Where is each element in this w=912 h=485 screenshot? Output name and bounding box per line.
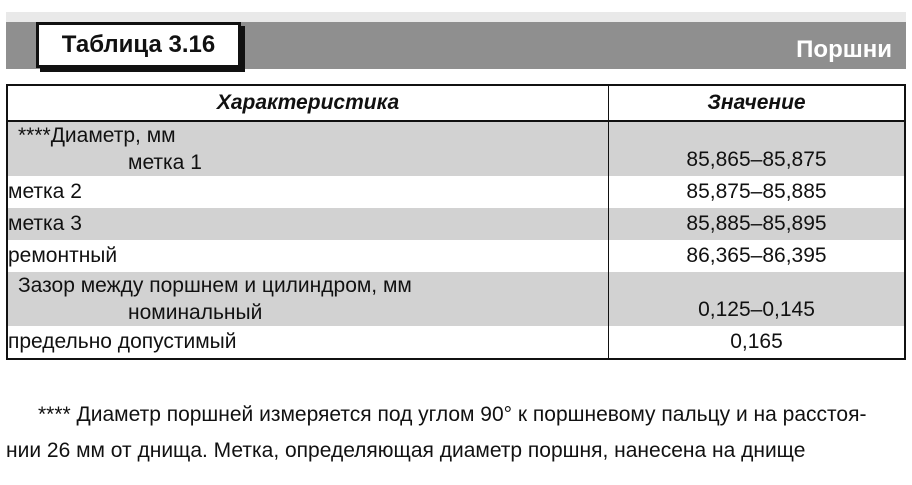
row-label: предельно допустимый [7, 326, 609, 359]
footnote-line: нии 26 мм от днища. Метка, определяющая диаметр поршня, нанесена на днище [6, 439, 806, 462]
footnote-line: **** Диаметр поршней измеряется под углом 90° к поршневому пальцу и на расстоя- [38, 403, 867, 426]
row-label: метка 1 [128, 151, 202, 174]
row-label: метка 2 [7, 176, 609, 208]
table-row [7, 121, 905, 176]
row-value: 85,875–85,885 [609, 176, 906, 208]
row-value: 0,165 [609, 326, 906, 359]
table-header-row [7, 85, 905, 121]
row-characteristic [7, 272, 609, 326]
group-label-diameter: ****Диаметр, мм [18, 124, 176, 147]
table-row [7, 240, 905, 272]
table-row [7, 208, 905, 240]
row-characteristic [7, 121, 609, 176]
table-number-label: Таблица 3.16 [36, 22, 241, 68]
column-header-value: Значение [609, 85, 906, 121]
row-label: номинальный [128, 301, 263, 324]
section-title: Поршни [796, 36, 892, 63]
table-row [7, 272, 905, 326]
table-row [7, 176, 905, 208]
group-label-clearance: Зазор между поршнем и цилиндром, мм [18, 274, 412, 297]
pistons-table [6, 84, 906, 360]
row-value: 85,865–85,875 [609, 121, 906, 176]
row-value: 86,365–86,395 [609, 240, 906, 272]
row-label: метка 3 [7, 208, 609, 240]
table-row [7, 326, 905, 359]
title-band [6, 12, 906, 69]
footnote [6, 397, 906, 469]
row-value: 85,885–85,895 [609, 208, 906, 240]
row-value: 0,125–0,145 [609, 272, 906, 326]
column-header-characteristic: Характеристика [7, 85, 609, 121]
row-label: ремонтный [7, 240, 609, 272]
